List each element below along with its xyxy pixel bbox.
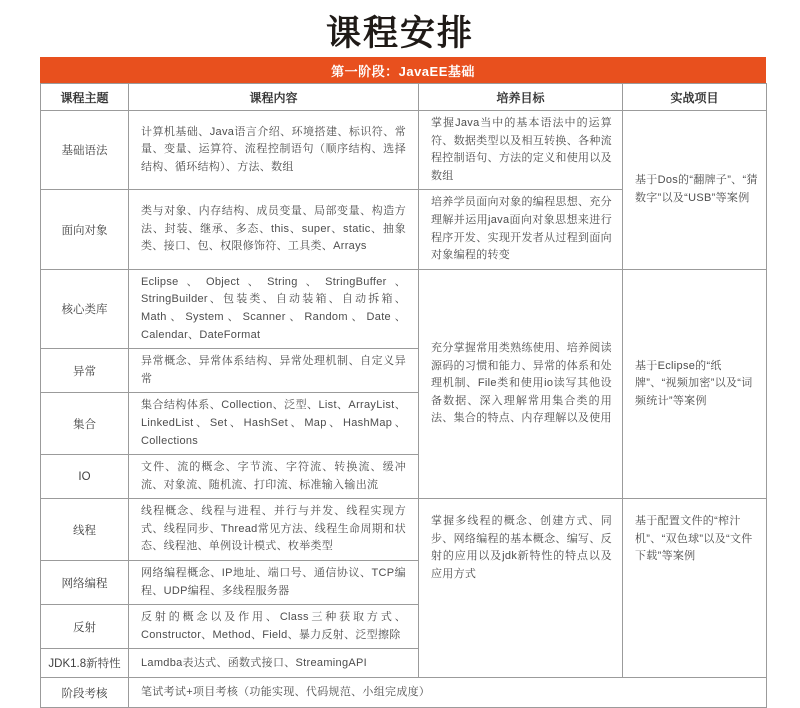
header-content: 课程内容 <box>129 84 419 111</box>
table-row <box>41 269 767 348</box>
row-topic: 基础语法 <box>41 111 129 190</box>
goal-cell: 充分掌握常用类熟练使用、培养阅读源码的习惯和能力、异常的体系和处理机制、File类和使用io读写其他设备数据、深入理解常用集合类的用法、集合的特点、内存理解以及使用 <box>419 269 623 499</box>
row-content: 线程概念、线程与进程、并行与并发、线程实现方式、线程同步、Thread常见方法、线程生命周期和状态、线程池、单例设计模式、枚举类型 <box>129 499 419 561</box>
goal-cell: 培养学员面向对象的编程思想、充分理解并运用java面向对象思想来进行程序开发、实现开发者从过程到面向对象编程的转变 <box>419 190 623 269</box>
row-topic: 异常 <box>41 349 129 393</box>
row-content: 反射的概念以及作用、Class三种获取方式、Constructor、Method、Field、暴力反射、泛型擦除 <box>129 605 419 649</box>
course-table <box>40 83 767 708</box>
row-topic: IO <box>41 455 129 499</box>
row-content: 异常概念、异常体系结构、异常处理机制、自定义异常 <box>129 349 419 393</box>
row-content: Lamdba表达式、函数式接口、StreamingAPI <box>129 649 419 678</box>
row-topic: 线程 <box>41 499 129 561</box>
header-project: 实战项目 <box>623 84 767 111</box>
row-topic: JDK1.8新特性 <box>41 649 129 678</box>
row-content: 网络编程概念、IP地址、端口号、通信协议、TCP编程、UDP编程、多线程服务器 <box>129 561 419 605</box>
course-table-section <box>40 57 766 708</box>
row-content: 文件、流的概念、字节流、字符流、转换流、缓冲流、对象流、随机流、打印流、标准输入输出流 <box>129 455 419 499</box>
goal-cell: 掌握Java当中的基本语法中的运算符、数据类型以及相互转换、各种流程控制语句、方法的定义和使用以及数组 <box>419 111 623 190</box>
table-row <box>41 678 767 708</box>
page-title: 课程安排 <box>325 14 474 53</box>
table-header-row <box>41 84 767 111</box>
goal-cell: 掌握多线程的概念、创建方式、同步、网络编程的基本概念、编写、反射的应用以及jdk新特性的特点以及应用方式 <box>419 499 623 678</box>
row-content: Eclipse、Object、String、StringBuffer、StringBuilder、包装类、自动装箱、自动拆箱、Math、System、Scanner、Random、Date、Calendar、DateFormat <box>129 269 419 348</box>
row-topic: 阶段考核 <box>41 678 129 708</box>
header-goal: 培养目标 <box>419 84 623 111</box>
row-topic: 集合 <box>41 393 129 455</box>
stage-banner: 第一阶段：JavaEE基础 <box>40 57 766 83</box>
row-topic: 网络编程 <box>41 561 129 605</box>
project-cell: 基于Dos的“翻牌子”、“猜数字”以及“USB”等案例 <box>623 111 767 270</box>
row-content: 集合结构体系、Collection、泛型、List、ArrayList、LinkedList、Set、HashSet、Map、HashMap、Collections <box>129 393 419 455</box>
table-row <box>41 499 767 561</box>
row-topic: 核心类库 <box>41 269 129 348</box>
header-topic: 课程主题 <box>41 84 129 111</box>
row-content: 计算机基础、Java语言介绍、环境搭建、标识符、常量、变量、运算符、流程控制语句（顺序结构、选择结构、循环结构）、方法、数组 <box>129 111 419 190</box>
row-topic: 面向对象 <box>41 190 129 269</box>
row-content: 类与对象、内存结构、成员变量、局部变量、构造方法、封装、继承、多态、this、super、static、抽象类、接口、包、权限修饰符、工具类、Arrays <box>129 190 419 269</box>
project-cell: 基于Eclipse的“纸牌”、“视频加密”以及“词频统计”等案例 <box>623 269 767 499</box>
project-cell: 基于配置文件的“榨汁机”、“双色球”以及“文件下载”等案例 <box>623 499 767 678</box>
row-content: 笔试考试+项目考核（功能实现、代码规范、小组完成度） <box>129 678 767 708</box>
row-topic: 反射 <box>41 605 129 649</box>
table-row <box>41 111 767 190</box>
